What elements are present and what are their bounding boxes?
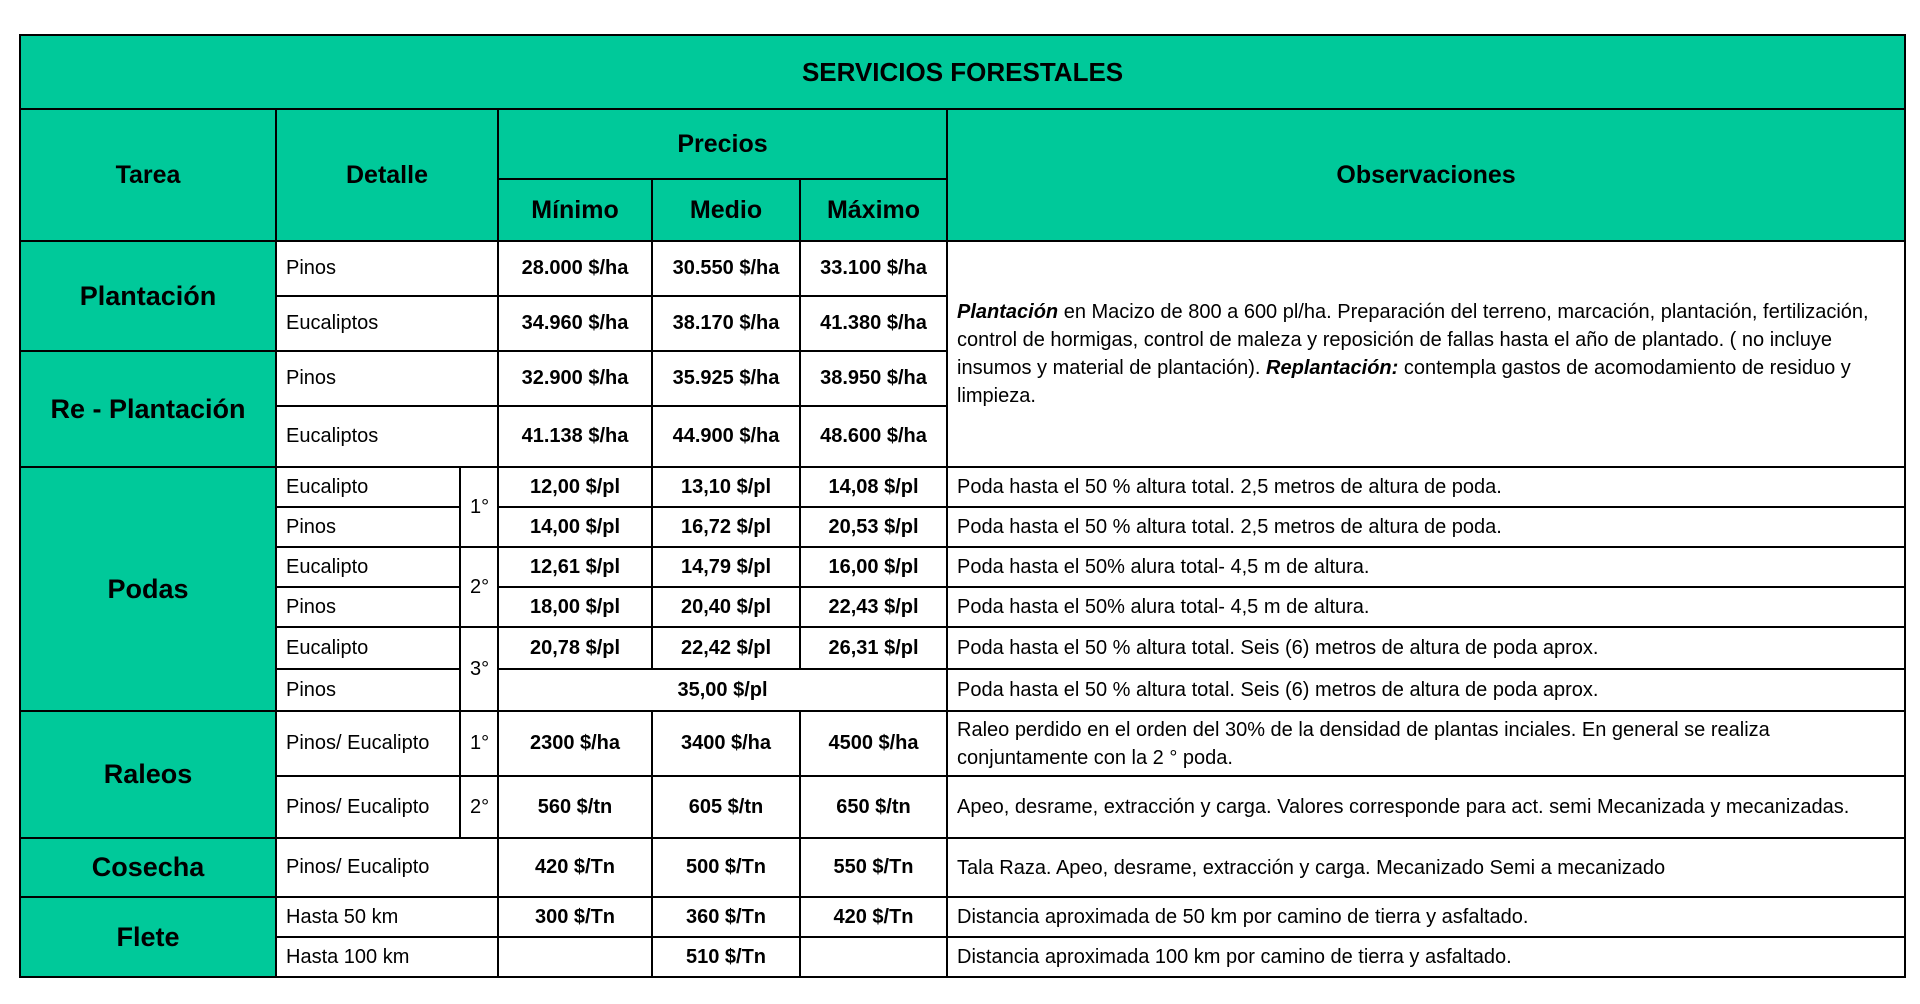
header-minimo: Mínimo bbox=[498, 179, 652, 241]
detail-cell: Eucalipto bbox=[276, 547, 460, 587]
detail-cell: Pinos/ Eucalipto bbox=[276, 776, 460, 838]
observation-cell: Poda hasta el 50% alura total- 4,5 m de altura. bbox=[947, 587, 1905, 627]
price-max: 4500 $/ha bbox=[800, 711, 947, 776]
poda-order-3: 3° bbox=[460, 627, 498, 711]
task-flete: Flete bbox=[20, 897, 276, 977]
detail-cell: Pinos bbox=[276, 351, 498, 406]
price-min: 560 $/tn bbox=[498, 776, 652, 838]
obs-plantacion-text: en Macizo de 800 a 600 pl/ha. Preparación del terreno, marcación, plantación, fertilización, control de hormigas, control de maleza y reposición de fallas hasta el año de plantado. ( no incluye insumos y material de plantación). bbox=[957, 301, 1869, 379]
task-replantacion: Re - Plantación bbox=[20, 351, 276, 467]
header-precios: Precios bbox=[498, 109, 947, 179]
price-single: 35,00 $/pl bbox=[498, 669, 947, 711]
price-mid: 500 $/Tn bbox=[652, 838, 800, 897]
price-mid: 3400 $/ha bbox=[652, 711, 800, 776]
table-row bbox=[20, 467, 1905, 507]
price-max: 48.600 $/ha bbox=[800, 406, 947, 467]
price-mid: 38.170 $/ha bbox=[652, 296, 800, 351]
obs-replantacion-text: contempla gastos de acomodamiento de residuo y limpieza. bbox=[957, 357, 1851, 407]
task-raleos: Raleos bbox=[20, 711, 276, 838]
price-max: 20,53 $/pl bbox=[800, 507, 947, 547]
observation-cell: Poda hasta el 50 % altura total. 2,5 metros de altura de poda. bbox=[947, 467, 1905, 507]
price-min: 2300 $/ha bbox=[498, 711, 652, 776]
price-min: 34.960 $/ha bbox=[498, 296, 652, 351]
price-max: 550 $/Tn bbox=[800, 838, 947, 897]
table-row bbox=[20, 241, 1905, 296]
price-max: 14,08 $/pl bbox=[800, 467, 947, 507]
table-row bbox=[20, 897, 1905, 937]
price-max: 420 $/Tn bbox=[800, 897, 947, 937]
price-min: 41.138 $/ha bbox=[498, 406, 652, 467]
price-mid: 14,79 $/pl bbox=[652, 547, 800, 587]
header-observaciones: Observaciones bbox=[947, 109, 1905, 241]
table-row bbox=[20, 507, 1905, 547]
raleo-order: 2° bbox=[460, 776, 498, 838]
price-mid: 44.900 $/ha bbox=[652, 406, 800, 467]
price-mid: 510 $/Tn bbox=[652, 937, 800, 977]
table-row bbox=[20, 776, 1905, 838]
price-min: 14,00 $/pl bbox=[498, 507, 652, 547]
task-podas: Podas bbox=[20, 467, 276, 711]
price-min: 12,00 $/pl bbox=[498, 467, 652, 507]
observation-cell: Distancia aproximada de 50 km por camino de tierra y asfaltado. bbox=[947, 897, 1905, 937]
price-min: 32.900 $/ha bbox=[498, 351, 652, 406]
observation-cell: Distancia aproximada 100 km por camino de tierra y asfaltado. bbox=[947, 937, 1905, 977]
table-row bbox=[20, 547, 1905, 587]
observation-cell: Apeo, desrame, extracción y carga. Valores corresponde para act. semi Mecanizada y mecanizadas. bbox=[947, 776, 1905, 838]
services-table bbox=[19, 34, 1906, 978]
detail-cell: Hasta 100 km bbox=[276, 937, 498, 977]
price-mid: 16,72 $/pl bbox=[652, 507, 800, 547]
price-mid: 605 $/tn bbox=[652, 776, 800, 838]
header-detalle: Detalle bbox=[276, 109, 498, 241]
observation-cell: Poda hasta el 50 % altura total. 2,5 metros de altura de poda. bbox=[947, 507, 1905, 547]
detail-cell: Eucalipto bbox=[276, 467, 460, 507]
price-mid: 360 $/Tn bbox=[652, 897, 800, 937]
task-plantacion: Plantación bbox=[20, 241, 276, 351]
header-tarea: Tarea bbox=[20, 109, 276, 241]
task-cosecha: Cosecha bbox=[20, 838, 276, 897]
detail-cell: Eucaliptos bbox=[276, 406, 498, 467]
observation-cell: Poda hasta el 50 % altura total. Seis (6) metros de altura de poda aprox. bbox=[947, 627, 1905, 669]
price-max: 650 $/tn bbox=[800, 776, 947, 838]
observation-cell: Poda hasta el 50% alura total- 4,5 m de altura. bbox=[947, 547, 1905, 587]
detail-cell: Pinos bbox=[276, 587, 460, 627]
price-min bbox=[498, 937, 652, 977]
raleo-order: 1° bbox=[460, 711, 498, 776]
table-row bbox=[20, 937, 1905, 977]
price-min: 12,61 $/pl bbox=[498, 547, 652, 587]
detail-cell: Pinos/ Eucalipto bbox=[276, 838, 498, 897]
price-mid: 13,10 $/pl bbox=[652, 467, 800, 507]
detail-cell: Eucaliptos bbox=[276, 296, 498, 351]
services-price-sheet bbox=[19, 34, 1904, 978]
detail-cell: Pinos bbox=[276, 507, 460, 547]
obs-replantacion-label: Replantación: bbox=[1266, 357, 1399, 379]
price-min: 300 $/Tn bbox=[498, 897, 652, 937]
observation-cell: Poda hasta el 50 % altura total. Seis (6) metros de altura de poda aprox. bbox=[947, 669, 1905, 711]
price-max: 38.950 $/ha bbox=[800, 351, 947, 406]
observation-cell: Tala Raza. Apeo, desrame, extracción y carga. Mecanizado Semi a mecanizado bbox=[947, 838, 1905, 897]
price-max: 33.100 $/ha bbox=[800, 241, 947, 296]
price-mid: 35.925 $/ha bbox=[652, 351, 800, 406]
table-row bbox=[20, 838, 1905, 897]
detail-cell: Pinos/ Eucalipto bbox=[276, 711, 460, 776]
price-max: 22,43 $/pl bbox=[800, 587, 947, 627]
observation-cell: Raleo perdido en el orden del 30% de la densidad de plantas inciales. En general se realiza conjuntamente con la 2 ° poda. bbox=[947, 711, 1905, 776]
plantation-observation bbox=[947, 241, 1905, 467]
price-max: 41.380 $/ha bbox=[800, 296, 947, 351]
price-max bbox=[800, 937, 947, 977]
price-min: 420 $/Tn bbox=[498, 838, 652, 897]
price-max: 26,31 $/pl bbox=[800, 627, 947, 669]
price-mid: 22,42 $/pl bbox=[652, 627, 800, 669]
detail-cell: Pinos bbox=[276, 669, 460, 711]
detail-cell: Hasta 50 km bbox=[276, 897, 498, 937]
detail-cell: Pinos bbox=[276, 241, 498, 296]
table-title: SERVICIOS FORESTALES bbox=[20, 35, 1905, 109]
poda-order-2: 2° bbox=[460, 547, 498, 627]
table-row bbox=[20, 669, 1905, 711]
poda-order-1: 1° bbox=[460, 467, 498, 547]
detail-cell: Eucalipto bbox=[276, 627, 460, 669]
table-row bbox=[20, 711, 1905, 776]
price-min: 18,00 $/pl bbox=[498, 587, 652, 627]
header-maximo: Máximo bbox=[800, 179, 947, 241]
obs-plantacion-label: Plantación bbox=[957, 301, 1059, 323]
table-row bbox=[20, 587, 1905, 627]
table-row bbox=[20, 627, 1905, 669]
header-medio: Medio bbox=[652, 179, 800, 241]
price-min: 28.000 $/ha bbox=[498, 241, 652, 296]
price-mid: 20,40 $/pl bbox=[652, 587, 800, 627]
price-mid: 30.550 $/ha bbox=[652, 241, 800, 296]
price-min: 20,78 $/pl bbox=[498, 627, 652, 669]
price-max: 16,00 $/pl bbox=[800, 547, 947, 587]
